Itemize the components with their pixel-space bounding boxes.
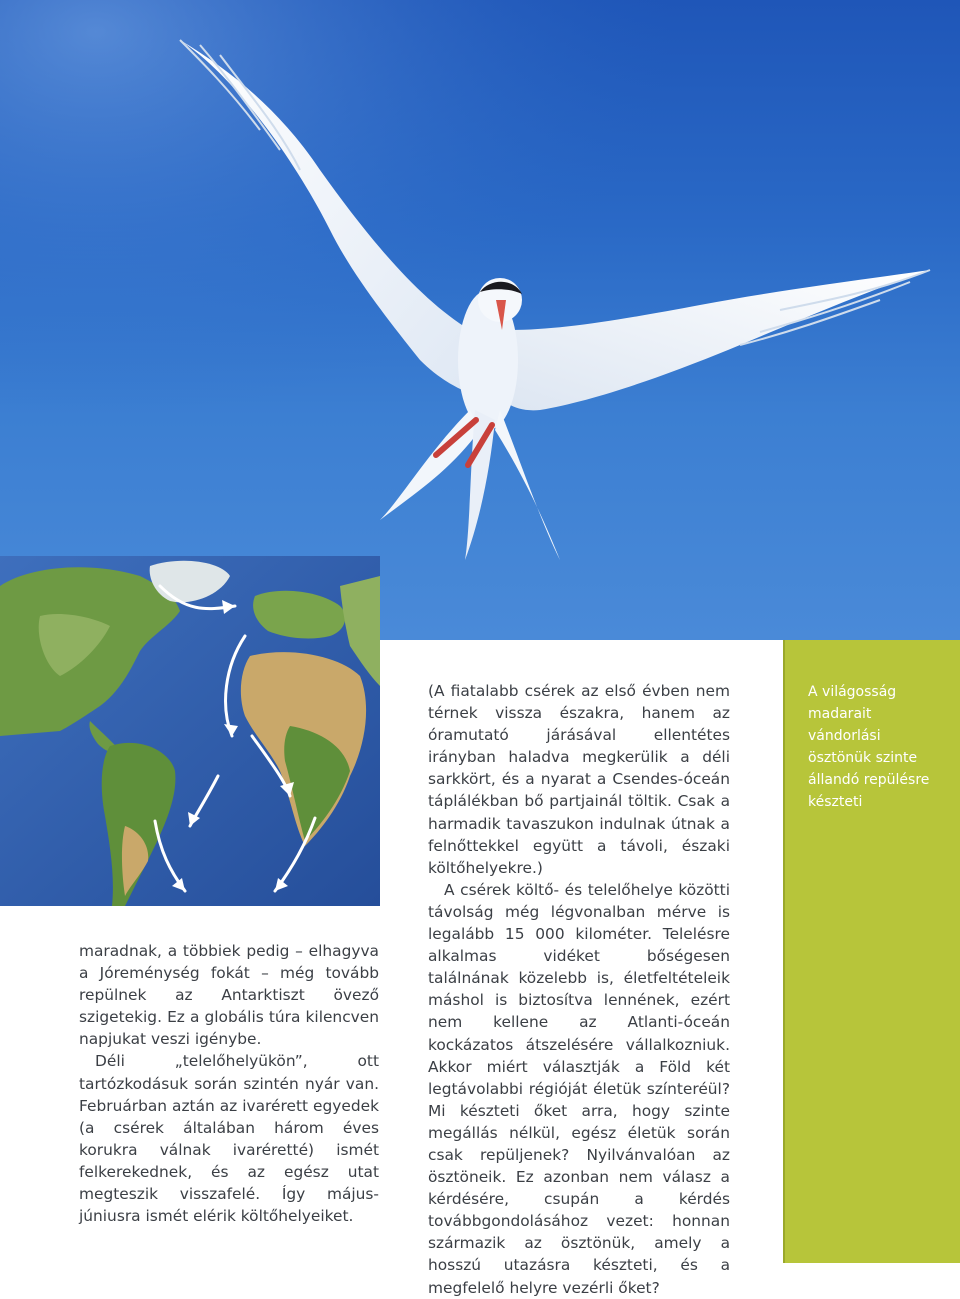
left-paragraph-1: maradnak, a többiek pedig – elhagyva a Jóreménység fokát – még tovább repülnek az Antarktiszt övező szigetekig. Ez a globális túra kilencven napjukat veszi igénybe. [79, 942, 379, 1049]
sidebar-line: A világosság [808, 684, 897, 700]
middle-paragraph-2: A csérek költő- és telelőhelye közötti távolság még légvonalban mérve is legalább 15 000 kilométer. Telelésre alkalmas vidéket bőségesen találnának közelebb is, életfeltételeik máshol is biztosítva lennének, ezért nem kellene az Atlanti-óceán kockázatos átszelésére vállalkozniuk. Akkor miért választják a Föld két legtávolabbi régióját életük színteréül? Mi készteti őket arra, hogy szinte megállás nélkül, egész életük során csak repüljenek? Nyilvánvalóan az ösztöneik. Ez azonban nem válasz a kérdésére, csupán a kérdés továbbgondolásához vezet: honnan származik az ösztönük, amely a hosszú utazásra készteti, és a megfelelő helyre vezérli őket? [428, 880, 730, 1297]
sidebar-quote [808, 681, 948, 813]
migration-map [0, 556, 380, 906]
sidebar-line: vándorlási [808, 728, 881, 744]
sidebar-line: ösztönük szinte [808, 750, 918, 766]
sidebar-line: madarait [808, 706, 872, 722]
middle-text-column [428, 680, 730, 1299]
left-paragraph-2: Déli „telelőhelyükön”, ott tartózkodásuk során szintén nyár van. Februárban aztán az ivarérett egyedek (a csérek általában három éves korukra válnak ivaréretté) ismét felkerekednek, és az egész utat megteszik visszafelé. Így május-júniusra ismét elérik költőhelyeiket. [79, 1052, 379, 1226]
sidebar-line: állandó repülésre [808, 772, 930, 788]
middle-paragraph-1: (A fiatalabb csérek az első évben nem térnek vissza északra, hanem az óramutató járásával ellentétes irányban haladva megkerülik a déli sarkkört, és a nyarat a Csendes-óceán táplálékban bő partjainál töltik. Csak a harmadik tavaszukon indulnak útnak a felnőttekkel együtt a távoli, északi költőhelyekre.) [428, 682, 730, 877]
sidebar-divider [783, 640, 785, 1263]
tern-photo [0, 0, 960, 640]
sidebar-line: készteti [808, 794, 863, 810]
left-text-column [79, 940, 379, 1227]
